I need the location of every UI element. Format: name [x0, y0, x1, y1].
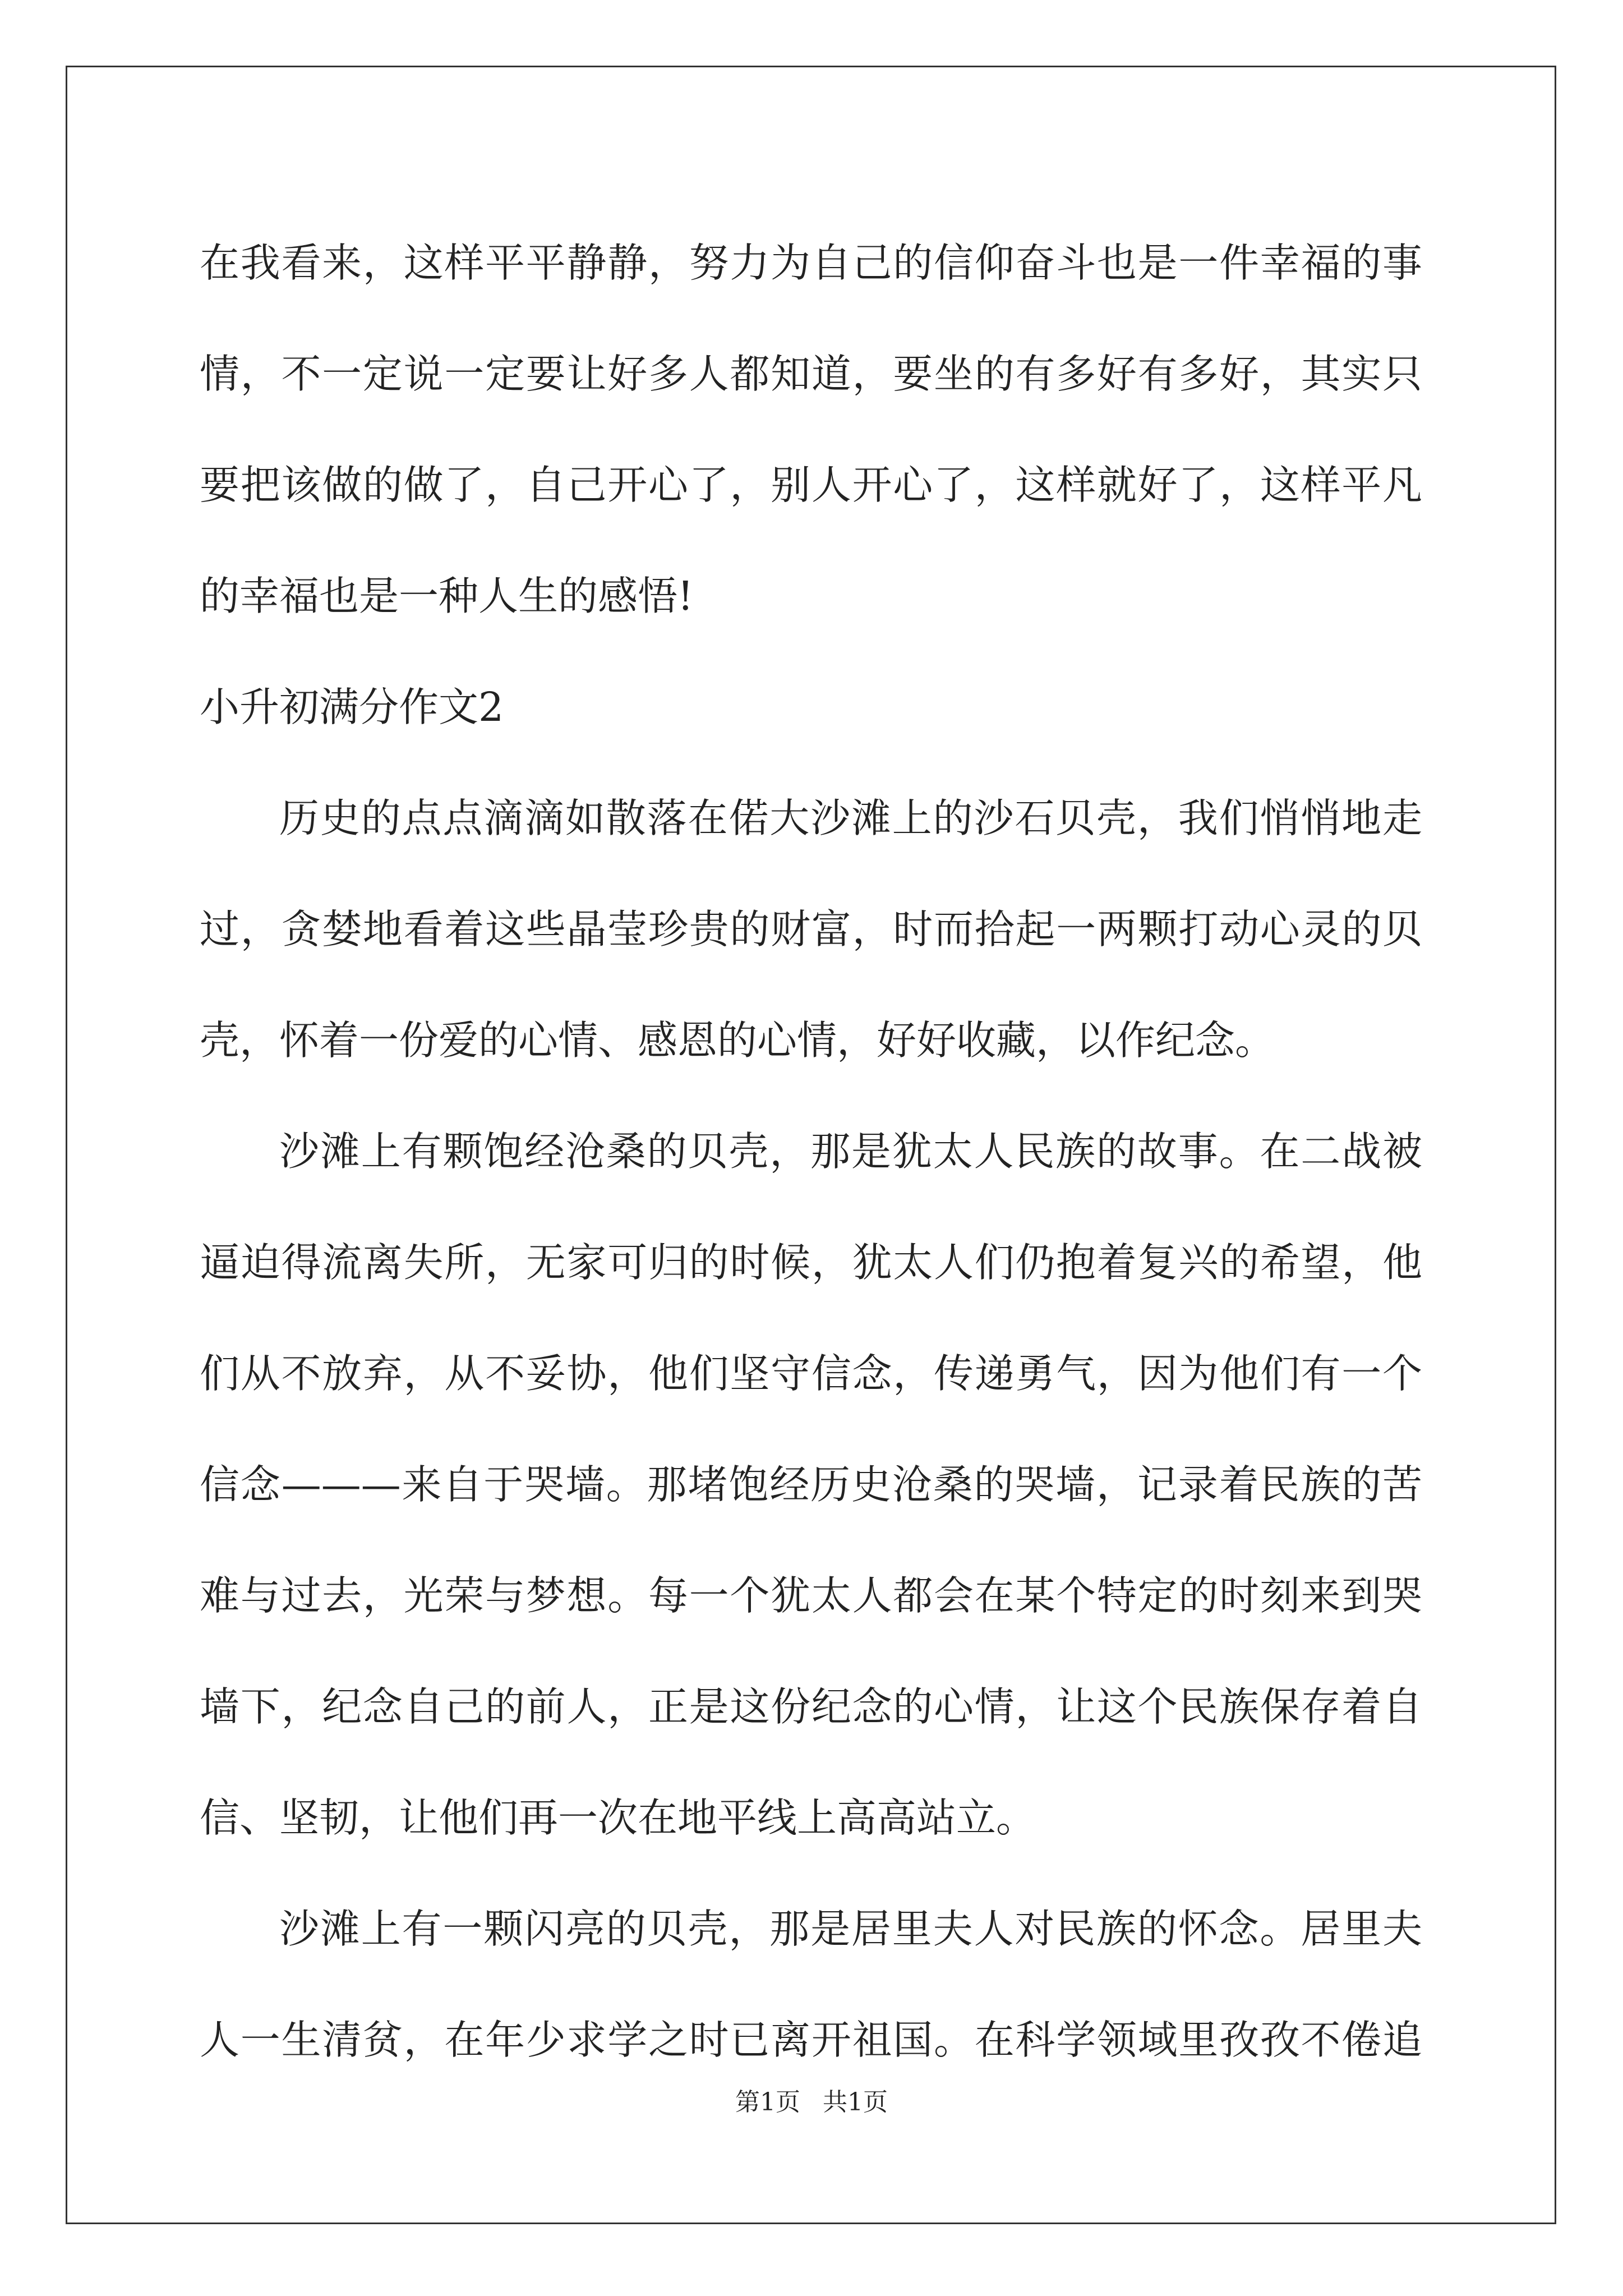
- text-line: 墙下，纪念自己的前人，正是这份纪念的心情，让这个民族保存着自: [200, 1683, 1422, 1730]
- text-line: 在我看来，这样平平静静，努力为自己的信仰奋斗也是一件幸福的事: [200, 240, 1422, 286]
- text-line: 信念———来自于哭墙。那堵饱经历史沧桑的哭墙，记录着民族的苦: [200, 1461, 1422, 1508]
- text-line: 逼迫得流离失所，无家可归的时候，犹太人们仍抱着复兴的希望，他: [200, 1239, 1422, 1286]
- text-line: 过，贪婪地看着这些晶莹珍贵的财富，时而拾起一两颗打动心灵的贝: [200, 906, 1422, 953]
- page-total: 共1页: [823, 2088, 888, 2116]
- text-line: 难与过去，光荣与梦想。每一个犹太人都会在某个特定的时刻来到哭: [200, 1572, 1422, 1619]
- text-line: 沙滩上有一颗闪亮的贝壳，那是居里夫人对民族的怀念。居里夫: [279, 1906, 1422, 1952]
- text-line: 沙滩上有颗饱经沧桑的贝壳，那是犹太人民族的故事。在二战被: [279, 1128, 1422, 1175]
- page-number: 第1页: [735, 2088, 800, 2116]
- text-line: 信、坚韧，让他们再一次在地平线上高高站立。: [200, 1795, 1036, 1841]
- text-line: 要把该做的做了，自己开心了，别人开心了，这样就好了，这样平凡: [200, 462, 1422, 508]
- text-line: 人一生清贫，在年少求学之时已离开祖国。在科学领域里孜孜不倦追: [200, 2017, 1422, 2063]
- page-footer: [0, 2086, 1623, 2119]
- document-body: [200, 208, 1422, 2096]
- section-heading: 小升初满分作文2: [200, 684, 504, 730]
- text-line: 历史的点点滴滴如散落在偌大沙滩上的沙石贝壳，我们悄悄地走: [279, 795, 1422, 841]
- text-line: 情，不一定说一定要让好多人都知道，要坐的有多好有多好，其实只: [200, 351, 1422, 397]
- text-line: 的幸福也是一种人生的感悟!: [200, 573, 694, 619]
- text-line: 壳，怀着一份爱的心情、感恩的心情，好好收藏，以作纪念。: [200, 1017, 1275, 1064]
- text-line: 们从不放弃，从不妥协，他们坚守信念，传递勇气，因为他们有一个: [200, 1350, 1422, 1397]
